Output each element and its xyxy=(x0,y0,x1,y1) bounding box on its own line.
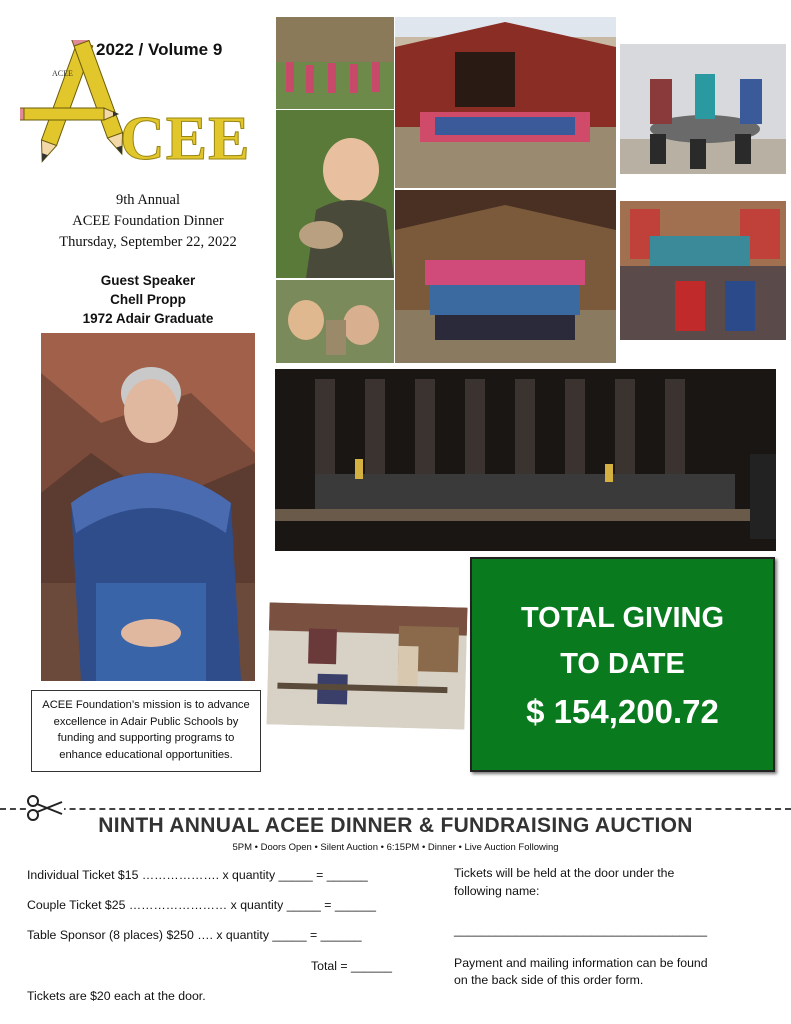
children-with-goat-photo xyxy=(276,280,394,363)
speaker-note: 1972 Adair Graduate xyxy=(82,311,214,326)
couple-ticket-line[interactable]: Couple Ticket $25 …………………… x quantity _____ = ______ xyxy=(27,898,376,912)
table-sponsor-line[interactable]: Table Sponsor (8 places) $250 …. x quantity _____ = ______ xyxy=(27,928,362,942)
speaker-label: Guest Speaker xyxy=(100,273,196,288)
held-note-line-1: Tickets will be held at the door under the xyxy=(454,866,675,880)
band-concert-photo xyxy=(275,369,776,551)
dinner-line-2: ACEE Foundation Dinner xyxy=(72,213,224,229)
speaker-photo xyxy=(41,333,255,681)
giving-line-2: TO DATE xyxy=(560,648,685,680)
cut-line xyxy=(0,808,791,810)
mission-statement: ACEE Foundation’s mission is to advance excellence in Adair Public Schools by funding and supporting programs to enhance educational opportunities. xyxy=(31,690,261,772)
individual-ticket-line[interactable]: Individual Ticket $15 ………………. x quantity _____ = ______ xyxy=(27,868,368,882)
barn-group-photo xyxy=(395,17,616,188)
giving-amount: $ 154,200.72 xyxy=(526,693,719,730)
library-books-photo xyxy=(620,201,786,340)
total-line[interactable]: Total = ______ xyxy=(311,959,393,973)
students-petting-zoo-photo xyxy=(276,17,394,109)
held-note-line-2: following name: xyxy=(454,884,540,898)
dinner-line-1: 9th Annual xyxy=(115,192,181,208)
classroom-photo xyxy=(266,602,467,729)
auction-title: NINTH ANNUAL ACEE DINNER & FUNDRAISING AUCTION xyxy=(98,814,693,837)
logo-pencil-text: ACEE xyxy=(52,69,73,78)
child-with-goat-photo xyxy=(276,110,394,278)
auction-schedule: 5PM • Doors Open • Silent Auction • 6:15PM • Dinner • Live Auction Following xyxy=(232,842,559,853)
logo-wordmark xyxy=(120,104,250,175)
speaker-name: Chell Propp xyxy=(110,292,186,307)
giving-line-1: TOTAL GIVING xyxy=(520,602,724,634)
dinner-date: Thursday, September 22, 2022 xyxy=(59,234,237,250)
payment-note-line-1: Payment and mailing information can be found xyxy=(454,956,708,970)
volume-label: 2022 / Volume 9 xyxy=(96,40,223,59)
total-giving-box xyxy=(470,557,775,772)
students-table-photo xyxy=(620,44,786,174)
pavilion-group-photo xyxy=(395,190,616,363)
door-price-note: Tickets are $20 each at the door. xyxy=(27,989,206,1003)
name-field[interactable]: _____________________________________ xyxy=(454,923,708,937)
payment-note-line-2: on the back side of this order form. xyxy=(454,973,644,987)
logo-wordmark-cee: CEE xyxy=(120,105,251,173)
